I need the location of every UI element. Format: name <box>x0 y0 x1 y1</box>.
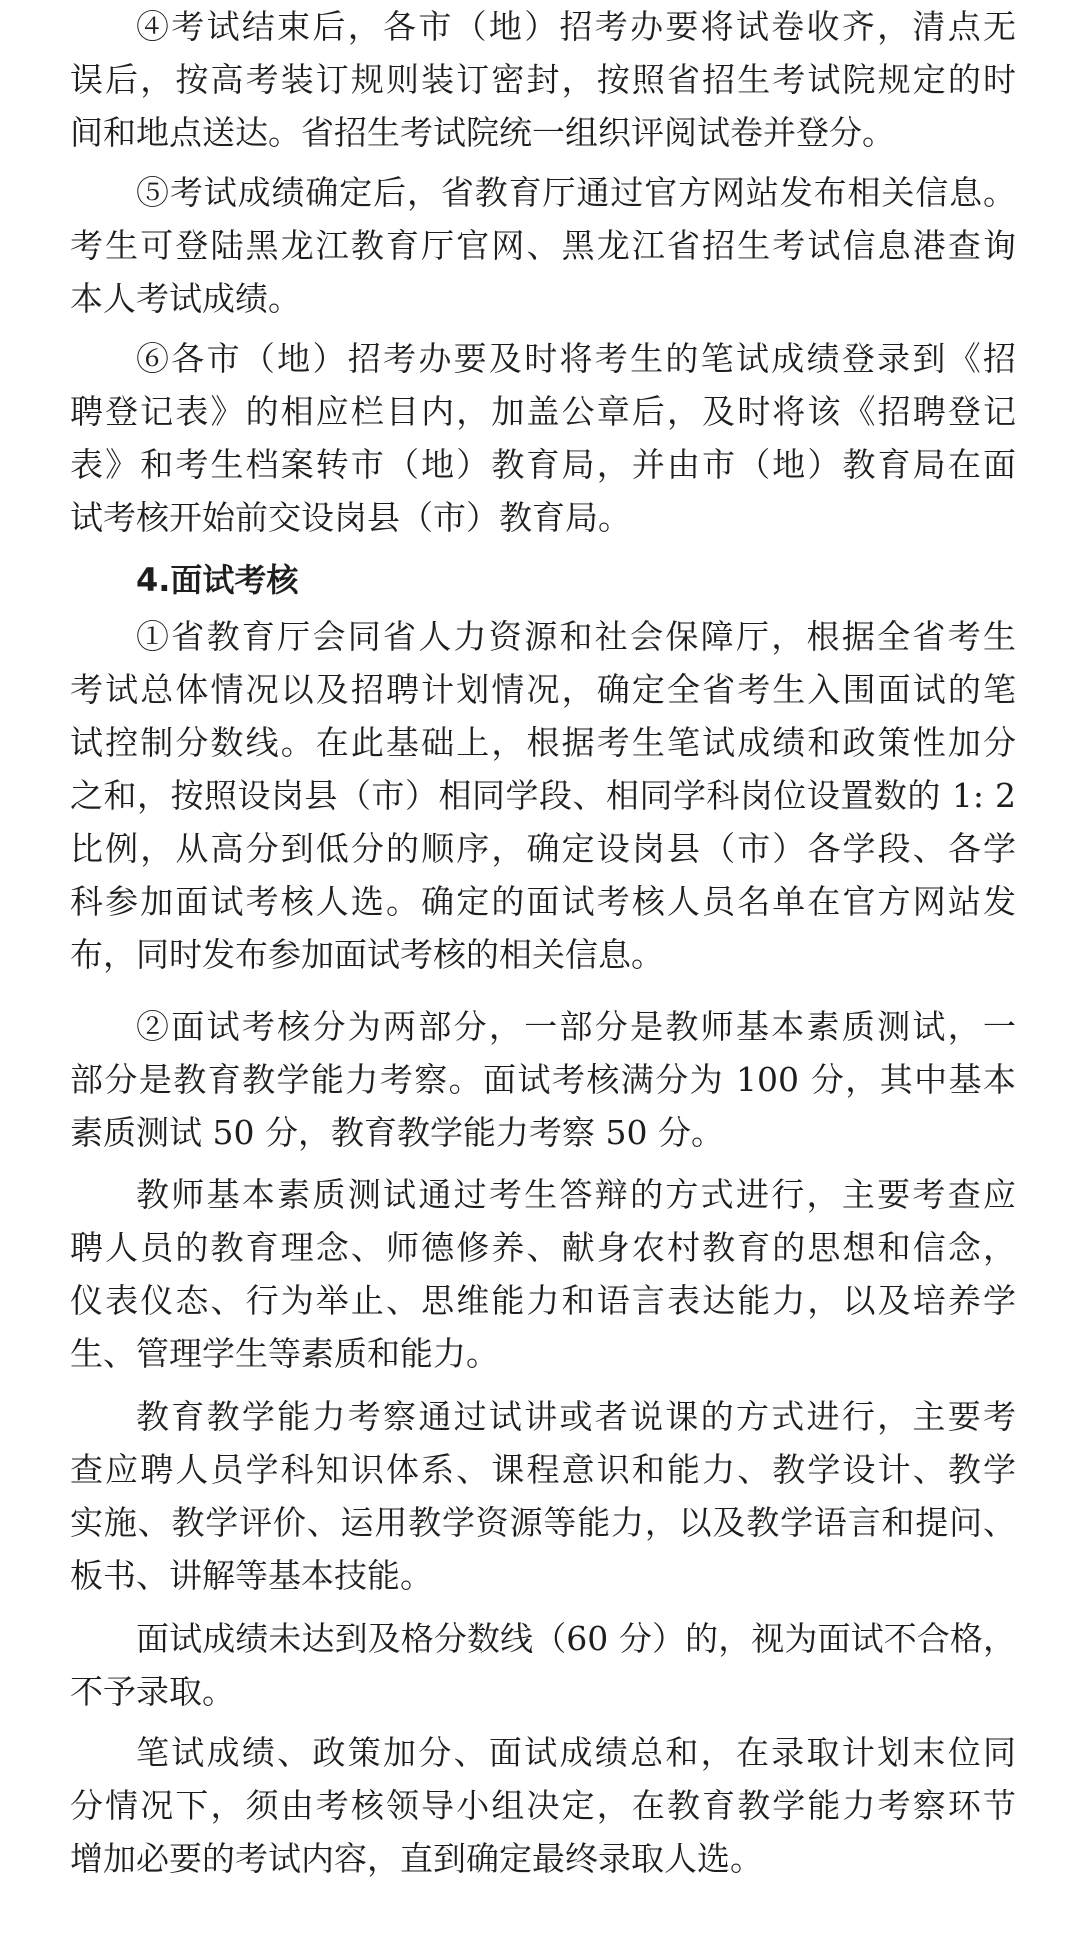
text-line: 部分是教育教学能力考察。面试考核满分为 100 分，其中基本 <box>70 1060 1016 1099</box>
text-line: ④考试结束后，各市（地）招考办要将试卷收齐，清点无 <box>136 7 1016 46</box>
text-line: 实施、教学评价、运用教学资源等能力，以及教学语言和提问、 <box>70 1503 1016 1542</box>
text-line: ②面试考核分为两部分，一部分是教师基本素质测试，一 <box>136 1007 1016 1046</box>
paragraph-score-release <box>70 166 1016 325</box>
text-line: 素质测试 50 分，教育教学能力考察 50 分。 <box>70 1113 724 1152</box>
text-line: 比例，从高分到低分的顺序，确定设岗县（市）各学段、各学 <box>70 829 1016 868</box>
paragraph-teaching-ability <box>70 1390 1016 1602</box>
text-line: 聘人员的教育理念、师德修养、献身农村教育的思想和信念， <box>70 1228 1016 1267</box>
text-line: 考生可登陆黑龙江教育厅官网、黑龙江省招生考试信息港查询 <box>70 226 1016 265</box>
paragraph-interview-parts <box>70 1000 1016 1159</box>
text-line: ⑤考试成绩确定后，省教育厅通过官方网站发布相关信息。 <box>136 173 1016 212</box>
text-line: 间和地点送达。省招生考试院统一组织评阅试卷并登分。 <box>70 113 895 152</box>
text-line: 本人考试成绩。 <box>70 279 301 318</box>
text-line: 查应聘人员学科知识体系、课程意识和能力、教学设计、教学 <box>70 1450 1016 1489</box>
text-line: 分情况下，须由考核领导小组决定，在教育教学能力考察环节 <box>70 1786 1016 1825</box>
section-heading: 4.面试考核 <box>136 561 299 599</box>
text-line: 之和，按照设岗县（市）相同学段、相同学科岗位设置数的 1: 2 <box>70 776 1016 815</box>
text-line: 考试总体情况以及招聘计划情况，确定全省考生入围面试的笔 <box>70 670 1016 709</box>
text-line: 布，同时发布参加面试考核的相关信息。 <box>70 935 664 974</box>
text-line: 生、管理学生等素质和能力。 <box>70 1334 499 1373</box>
text-line: 误后，按高考装订规则装订密封，按照省招生考试院规定的时 <box>70 60 1016 99</box>
text-line: ①省教育厅会同省人力资源和社会保障厅，根据全省考生 <box>136 617 1016 656</box>
text-line: 教育教学能力考察通过试讲或者说课的方式进行，主要考 <box>136 1397 1016 1436</box>
text-line: 科参加面试考核人选。确定的面试考核人员名单在官方网站发 <box>70 882 1016 921</box>
section-heading-interview <box>70 554 1016 607</box>
text-line: 试考核开始前交设岗县（市）教育局。 <box>70 498 631 537</box>
text-line: 不予录取。 <box>70 1672 235 1711</box>
paragraph-pass-line <box>70 1612 1016 1718</box>
paragraph-basic-quality-test <box>70 1168 1016 1380</box>
text-line: ⑥各市（地）招考办要及时将考生的笔试成绩登录到《招 <box>136 339 1016 378</box>
text-line: 笔试成绩、政策加分、面试成绩总和，在录取计划末位同 <box>136 1733 1016 1772</box>
text-line: 表》和考生档案转市（地）教育局，并由市（地）教育局在面 <box>70 445 1016 484</box>
text-line: 聘登记表》的相应栏目内，加盖公章后，及时将该《招聘登记 <box>70 392 1016 431</box>
text-line: 教师基本素质测试通过考生答辩的方式进行，主要考查应 <box>136 1175 1016 1214</box>
paragraph-exam-end <box>70 0 1016 159</box>
paragraph-interview-cutoff <box>70 610 1016 981</box>
text-line: 试控制分数线。在此基础上，根据考生笔试成绩和政策性加分 <box>70 723 1016 762</box>
text-line: 面试成绩未达到及格分数线（60 分）的，视为面试不合格， <box>136 1619 1016 1658</box>
text-line: 仪表仪态、行为举止、思维能力和语言表达能力，以及培养学 <box>70 1281 1016 1320</box>
text-line: 板书、讲解等基本技能。 <box>70 1556 433 1595</box>
text-line: 增加必要的考试内容，直到确定最终录取人选。 <box>70 1839 763 1878</box>
paragraph-registration-form <box>70 332 1016 544</box>
paragraph-tie-handling <box>70 1726 1016 1885</box>
